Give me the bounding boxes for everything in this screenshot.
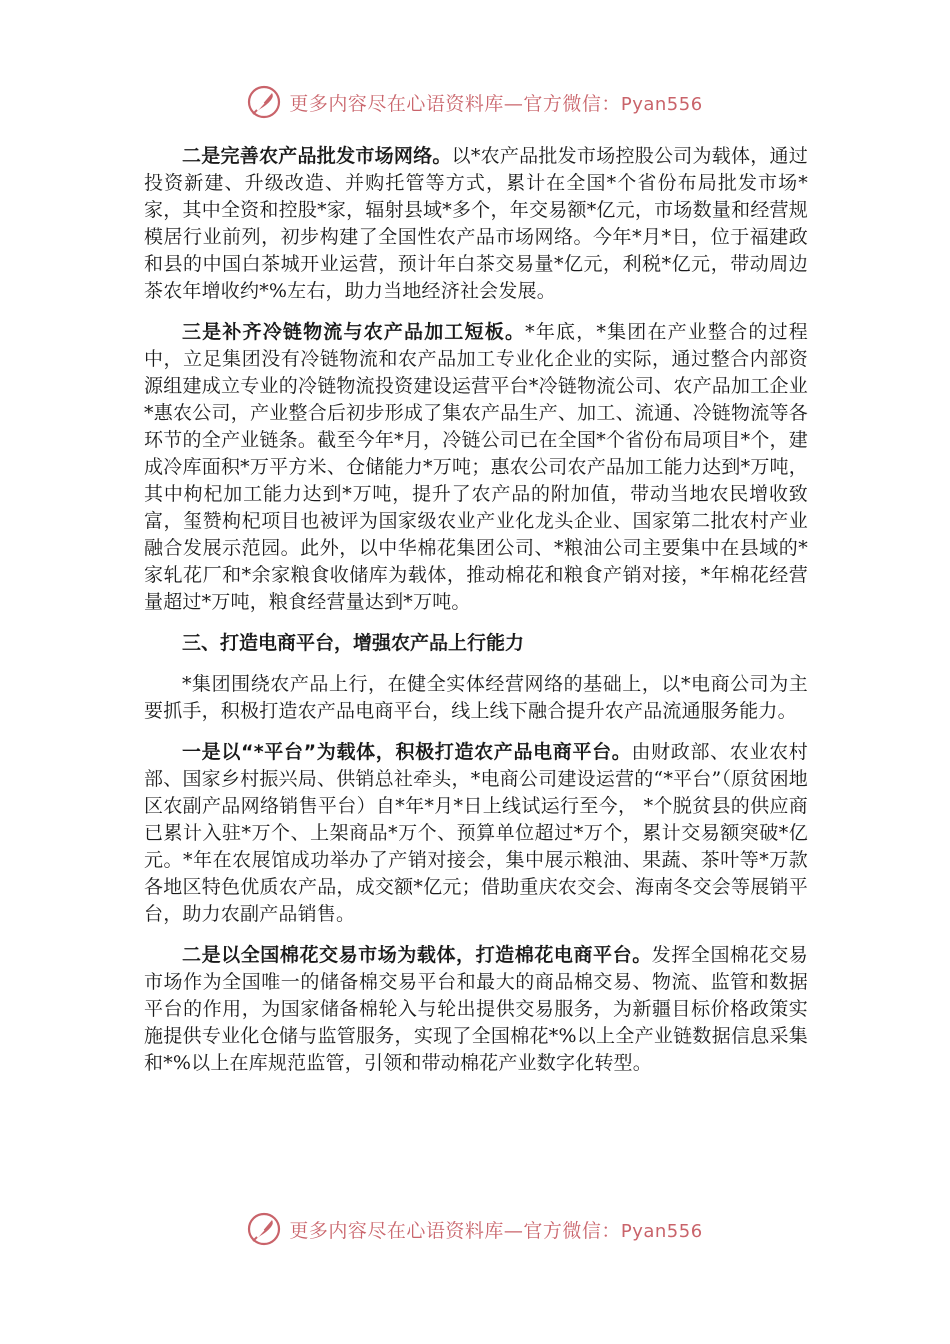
paragraph-lead: 二是完善农产品批发市场网络。 bbox=[182, 145, 452, 167]
quill-logo-icon bbox=[247, 1212, 281, 1246]
banner-text: 更多内容尽在心语资料库—官方微信：Pyan556 bbox=[289, 1219, 703, 1242]
quill-logo-icon bbox=[247, 85, 281, 119]
paragraph-cotton-platform bbox=[144, 942, 808, 1077]
document-body bbox=[144, 143, 808, 1091]
paragraph-lead: 一是以“*平台”为载体，积极打造农产品电商平台。 bbox=[182, 741, 632, 763]
paragraph-body: 以*农产品批发市场控股公司为载体，通过投资新建、升级改造、并购托管等方式，累计在全国*个省份布局批发市场*家，其中全资和控股*家，辐射县域*多个，年交易额*亿元，市场数量和经营规模居行业前列，初步构建了全国性农产品市场网络。今年*月*日，位于福建政和县的中国白茶城开业运营，预计年白茶交易量*亿元，利税*亿元，带动周边茶农年增收约*%左右，助力当地经济社会发展。 bbox=[144, 145, 808, 302]
paragraph-intro: *集团围绕农产品上行，在健全实体经营网络的基础上，以*电商公司为主要抓手，积极打造农产品电商平台，线上线下融合提升农产品流通服务能力。 bbox=[144, 673, 808, 722]
paragraph-body: 由财政部、农业农村部、国家乡村振兴局、供销总社牵头，*电商公司建设运营的“*平台”（原贫困地区农副产品网络销售平台）自*年*月*日上线试运行至今， *个脱贫县的供应商已累计入驻*万个、上架商品*万个、预算单位超过*万个，累计交易额突破*亿元。*年在农展馆成功举办了产销对接会，集中展示粮油、果蔬、茶叶等*万款各地区特色优质农产品，成交额*亿元；借助重庆农交会、海南冬交会等展销平台，助力农副产品销售。 bbox=[144, 741, 808, 925]
paragraph-body: *年底，*集团在产业整合的过程中，立足集团没有冷链物流和农产品加工专业化企业的实际，通过整合内部资源组建成立专业的冷链物流投资建设运营平台*冷链物流公司、农产品加工企业*惠农公司，产业整合后初步形成了集农产品生产、加工、流通、冷链物流等各环节的全产业链条。截至今年*月，冷链公司已在全国*个省份布局项目*个，建成冷库面积*万平方米、仓储能力*万吨；惠农公司农产品加工能力达到*万吨，其中枸杞加工能力达到*万吨，提升了农产品的附加值，带动当地农民增收致富，玺赞枸杞项目也被评为国家级农业产业化龙头企业、国家第二批农村产业融合发展示范园。此外，以中华棉花集团公司、*粮油公司主要集中在县域的*家轧花厂和*余家粮食收储库为载体，推动棉花和粮食产销对接，*年棉花经营量超过*万吨，粮食经营量达到*万吨。 bbox=[144, 321, 808, 613]
footer-banner bbox=[0, 1209, 950, 1249]
paragraph-lead: 三是补齐冷链物流与农产品加工短板。 bbox=[182, 321, 526, 343]
paragraph-lead: 二是以全国棉花交易市场为载体，打造棉花电商平台。 bbox=[182, 944, 652, 966]
paragraph-ecommerce-platform bbox=[144, 739, 808, 928]
header-banner bbox=[0, 82, 950, 122]
paragraph-cold-chain bbox=[144, 319, 808, 616]
section-heading: 三、打造电商平台，增强农产品上行能力 bbox=[182, 632, 525, 654]
paragraph-body: 发挥全国棉花交易市场作为全国唯一的储备棉交易平台和最大的商品棉交易、物流、监管和数据平台的作用，为国家储备棉轮入与轮出提供交易服务，为新疆目标价格政策实施提供专业化仓储与监管服务，实现了全国棉花*%以上全产业链数据信息采集和*%以上在库规范监管，引领和带动棉花产业数字化转型。 bbox=[144, 944, 808, 1074]
banner-text: 更多内容尽在心语资料库—官方微信：Pyan556 bbox=[289, 92, 703, 115]
paragraph-wholesale-market bbox=[144, 143, 808, 305]
